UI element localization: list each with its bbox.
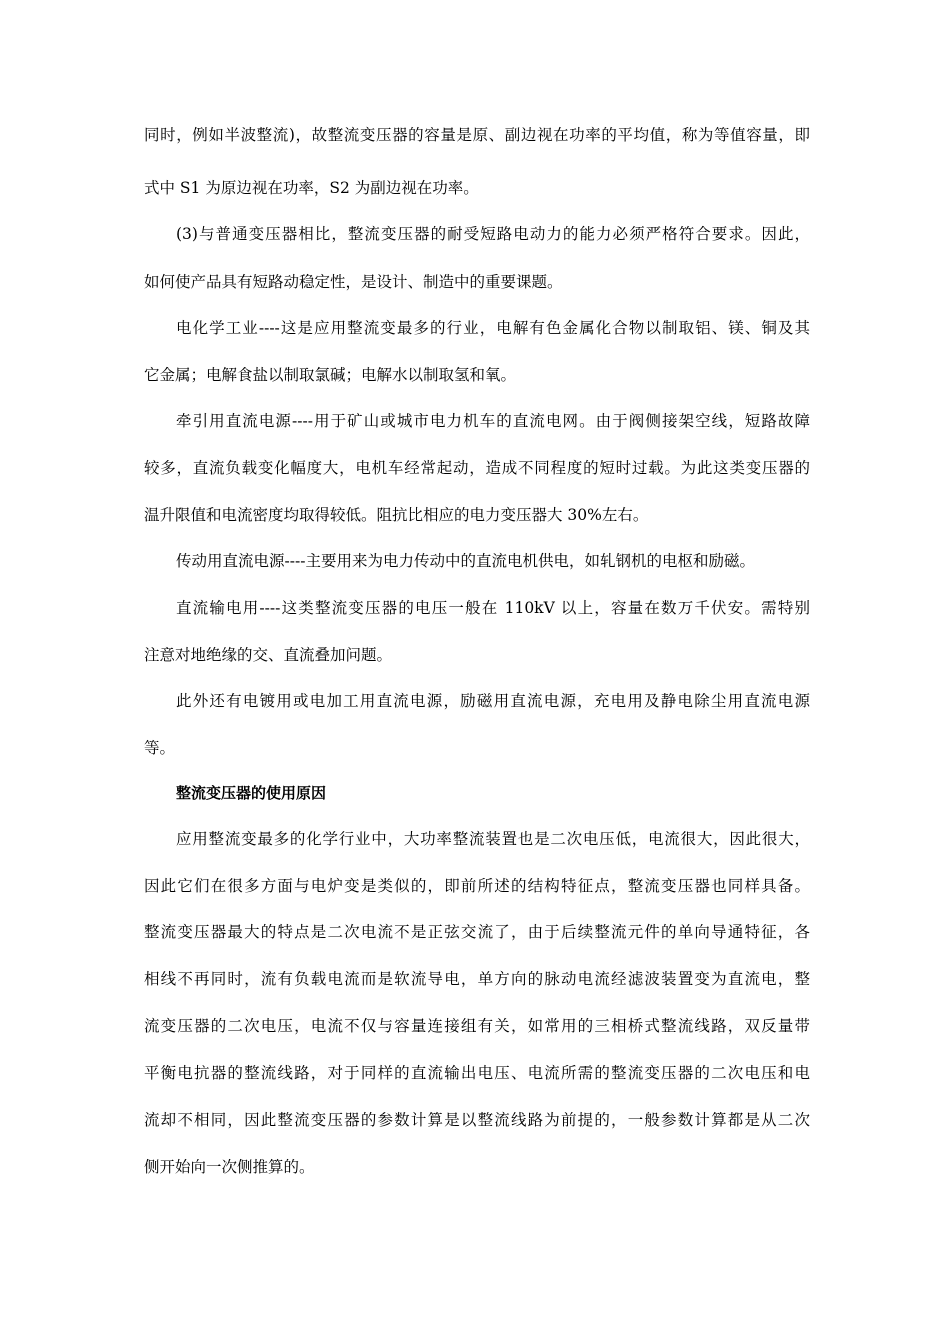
paragraph-first-line: 此外还有电镀用或电加工用直流电源，励磁用直流电源，充电用及静电除尘用直流电源 — [176, 692, 810, 710]
paragraph-first-line: (3)与普通变压器相比，整流变压器的耐受短路电动力的能力必须严格符合要求。因此， — [176, 225, 810, 243]
paragraph-first-line: 电化学工业----这是应用整流变最多的行业，电解有色金属化合物以制取铝、镁、铜及其 — [176, 319, 810, 337]
text-line: 因此它们在很多方面与电炉变是类似的，即前所述的结构特征点，整流变压器也同样具备。 — [144, 877, 810, 895]
text-line: 平衡电抗器的整流线路，对于同样的直流输出电压、电流所需的整流变压器的二次电压和电 — [144, 1064, 810, 1082]
text-line: 注意对地绝缘的交、直流叠加问题。 — [144, 646, 393, 664]
paragraph-first-line: 应用整流变最多的化学行业中，大功率整流装置也是二次电压低，电流很大，因此很大， — [176, 830, 810, 848]
text-line: 较多，直流负载变化幅度大，电机车经常起动，造成不同程度的短时过载。为此这类变压器的 — [144, 459, 810, 477]
paragraph-first-line: 牵引用直流电源----用于矿山或城市电力机车的直流电网。由于阀侧接架空线，短路故障 — [176, 412, 810, 430]
text-line: 流却不相同，因此整流变压器的参数计算是以整流线路为前提的，一般参数计算都是从二次 — [144, 1111, 810, 1129]
paragraph-first-line: 直流输电用----这类整流变压器的电压一般在 110kV 以上，容量在数万千伏安。需特别 — [176, 599, 810, 617]
text-line: 相线不再同时，流有负载电流而是软流导电，单方向的脉动电流经滤波装置变为直流电，整 — [144, 970, 810, 988]
paragraph-first-line: 传动用直流电源----主要用来为电力传动中的直流电机供电，如轧钢机的电枢和励磁。 — [176, 552, 755, 570]
section-heading: 整流变压器的使用原因 — [176, 784, 327, 802]
text-line: 如何使产品具有短路动稳定性，是设计、制造中的重要课题。 — [144, 273, 563, 291]
text-line: 同时，例如半波整流)，故整流变压器的容量是原、副边视在功率的平均值，称为等值容量，即 — [144, 126, 810, 144]
text-line: 流变压器的二次电压，电流不仅与容量连接组有关，如常用的三相桥式整流线路，双反量带 — [144, 1017, 810, 1035]
text-line: 整流变压器最大的特点是二次电流不是正弦交流了，由于后续整流元件的单向导通特征，各 — [144, 923, 810, 941]
text-line: 它金属；电解食盐以制取氯碱；电解水以制取氢和氧。 — [144, 366, 517, 384]
text-line: 等。 — [144, 739, 176, 757]
text-line: 温升限值和电流密度均取得较低。阻抗比相应的电力变压器大 30%左右。 — [144, 506, 649, 524]
text-line: 式中 S1 为原边视在功率，S2 为副边视在功率。 — [144, 179, 479, 197]
text-line: 侧开始向一次侧推算的。 — [144, 1158, 315, 1176]
